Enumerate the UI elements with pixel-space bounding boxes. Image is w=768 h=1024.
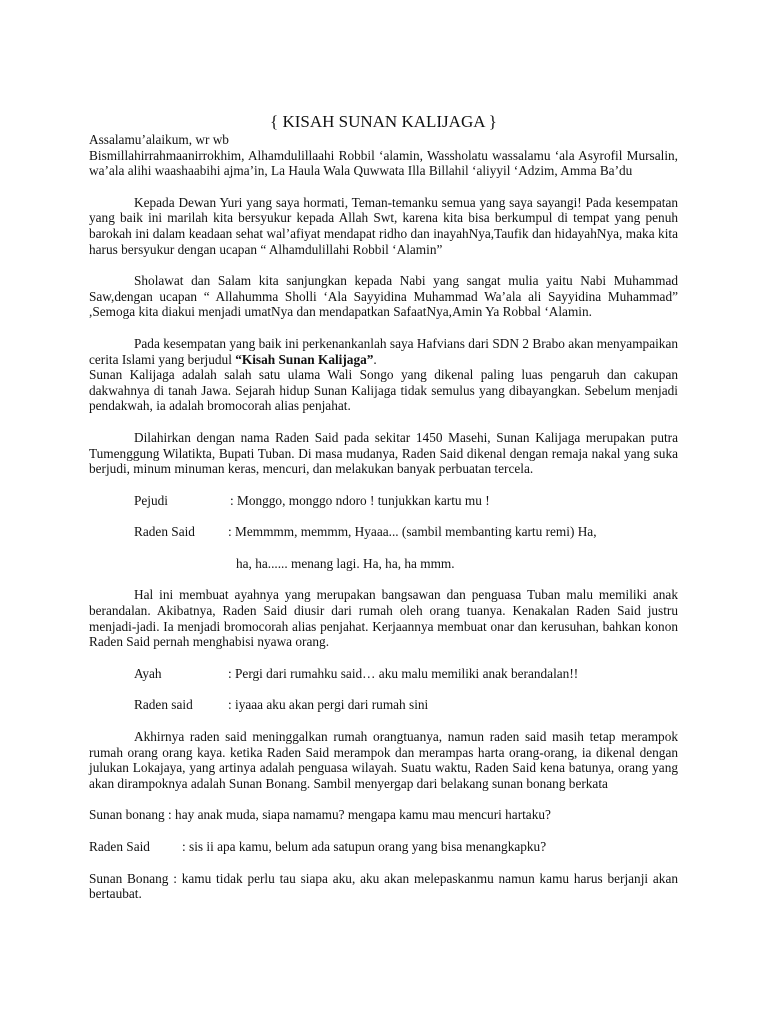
- spacer: [89, 823, 678, 839]
- spacer: [89, 650, 678, 666]
- paragraph-birth: Dilahirkan dengan nama Raden Said pada sekitar 1450 Masehi, Sunan Kalijaga merupakan putra Tumenggung Wilatikta, Bupati Tuban. Di masa mudanya, Raden Said dikenal dengan remaja nakal yang suka berjudi, minum minuman keras, mencuri, dan melakukan banyak perbuatan tercela.: [89, 429, 678, 477]
- dialog-speaker: Raden Said: [89, 839, 150, 854]
- greeting-line: Assalamu’alaikum, wr wb: [89, 132, 229, 147]
- spacer: [89, 477, 678, 493]
- dialog-line-sunan-bonang: Sunan bonang : hay anak muda, siapa namamu? mengapa kamu mau mencuri hartaku?: [89, 807, 551, 823]
- document-title: { KISAH SUNAN KALIJAGA }: [270, 112, 497, 131]
- paragraph-lokajaya: Akhirnya raden said meninggalkan rumah orangtuanya, namun raden said masih tetap merampok rumah orang orang kaya. ketika Raden Said merampok dan merampas harta orang-orang, ia dikenal dengan julukan Lokajaya, yang artinya adalah penguasa wilayah. Suatu waktu, Raden Said kena batunya, orang yang akan dirampoknya adalah Sunan Bonang. Sambil menyergap dari belakang sunan bonang berkata: [89, 729, 678, 791]
- dialog-speaker: Raden said: [134, 697, 193, 713]
- dialog-text: : iyaaa aku akan pergi dari rumah sini: [228, 697, 429, 713]
- paragraph-greeting-jury: Kepada Dewan Yuri yang saya hormati, Teman-temanku semua yang saya sayangi! Pada kesempatan yang baik ini marilah kita bersyukur kepada Allah Swt, karena kita bisa berkumpul di tempat yang penuh barokah ini dalam keadaan sehat wal’afiyat mendapat ridho dan inayahNya,Taufik dan hidayahNya, maka kita harus bersyukur dengan ucapan “ Alhamdulillahi Robbil ‘Alamin”: [89, 194, 678, 257]
- dialog-speaker: Ayah: [134, 665, 162, 681]
- dialog-text: : Monggo, monggo ndoro ! tunjukkan kartu mu !: [230, 492, 490, 508]
- paragraph-intro-story: [89, 336, 678, 367]
- story-title-bold: “Kisah Sunan Kalijaga”: [235, 351, 374, 367]
- spacer: [89, 681, 678, 697]
- intro-period: .: [373, 351, 377, 367]
- spacer: [89, 540, 678, 556]
- dialog-continuation: ha, ha...... menang lagi. Ha, ha, ha mmm.: [236, 555, 455, 571]
- dialog-line: [89, 839, 678, 855]
- spacer: [89, 855, 678, 871]
- spacer: [89, 571, 678, 587]
- dialog-line: [89, 524, 678, 540]
- dialog-text: : Memmmm, memmm, Hyaaa... (sambil membanting kartu remi) Ha,: [228, 524, 597, 540]
- spacer: [89, 179, 678, 195]
- paragraph-sholawat: Sholawat dan Salam kita sanjungkan kepada Nabi yang sangat mulia yaitu Nabi Muhammad Saw,dengan ucapan “ Allahumma Sholli ‘Ala Sayyidina Muhammad Wa’ala ali Sayyidina Muhammad” ,Semoga kita diakui menjadi umatNya dan mendapatkan SafaatNya,Amin Ya Robbal ‘Alamin.: [89, 273, 678, 320]
- spacer: [89, 508, 678, 524]
- spacer: [89, 713, 678, 729]
- dialog-line: [89, 493, 678, 509]
- dialog-speaker: Raden Said: [134, 524, 195, 540]
- dialog-text: : sis ii apa kamu, belum ada satupun orang yang bisa menangkapku?: [182, 839, 547, 854]
- dialog-text: : Pergi dari rumahku said… aku malu memiliki anak berandalan!!: [228, 665, 579, 681]
- spacer: [89, 320, 678, 336]
- paragraph-expelled: Hal ini membuat ayahnya yang merupakan bangsawan dan penguasa Tuban malu memiliki anak berandalan. Akibatnya, Raden Said diusir dari rumah oleh orang tuanya. Kenakalan Raden Said justru menjadi-jadi. Ia menjadi bromocorah alias penjahat. Kerjaannya membuat onar dan kerusuhan, bahkan konon Raden Said pernah menghabisi nyawa orang.: [89, 587, 678, 650]
- dialog-line: [89, 666, 678, 682]
- spacer: [89, 414, 678, 430]
- dialog-speaker: Pejudi: [134, 492, 168, 508]
- spacer: [89, 257, 678, 273]
- document-body: [89, 112, 678, 902]
- intro-text: Pada kesempatan yang baik ini perkenankanlah saya Hafvians dari SDN 2 Brabo akan menyampaikan cerita Islami yang berjudul: [89, 335, 678, 367]
- dialog-line: [89, 697, 678, 713]
- opening-paragraph: Bismillahirrahmaanirrokhim, Alhamdulillaahi Robbil ‘alamin, Wassholatu wassalamu ‘ala Asyrofil Mursalin, wa’ala alihi waashaabihi ajma’in, La Haula Wala Quwwata Illa Billahil ‘aliyyil ‘Adzim, Amma Ba’du: [89, 147, 678, 179]
- dialog-line-sunan-bonang-reply: Sunan Bonang : kamu tidak perlu tau siapa aku, aku akan melepaskanmu namun kamu harus berjanji akan bertaubat.: [89, 870, 678, 902]
- paragraph-sunan-kalijaga-summary: Sunan Kalijaga adalah salah satu ulama Wali Songo yang dikenal paling luas pengaruh dan cakupan dakwahnya di tanah Jawa. Sejarah hidup Sunan Kalijaga tidak semulus yang dibayangkan. Sebelum menjadi pendakwah, ia adalah bromocorah alias penjahat.: [89, 367, 678, 414]
- spacer: [89, 791, 678, 807]
